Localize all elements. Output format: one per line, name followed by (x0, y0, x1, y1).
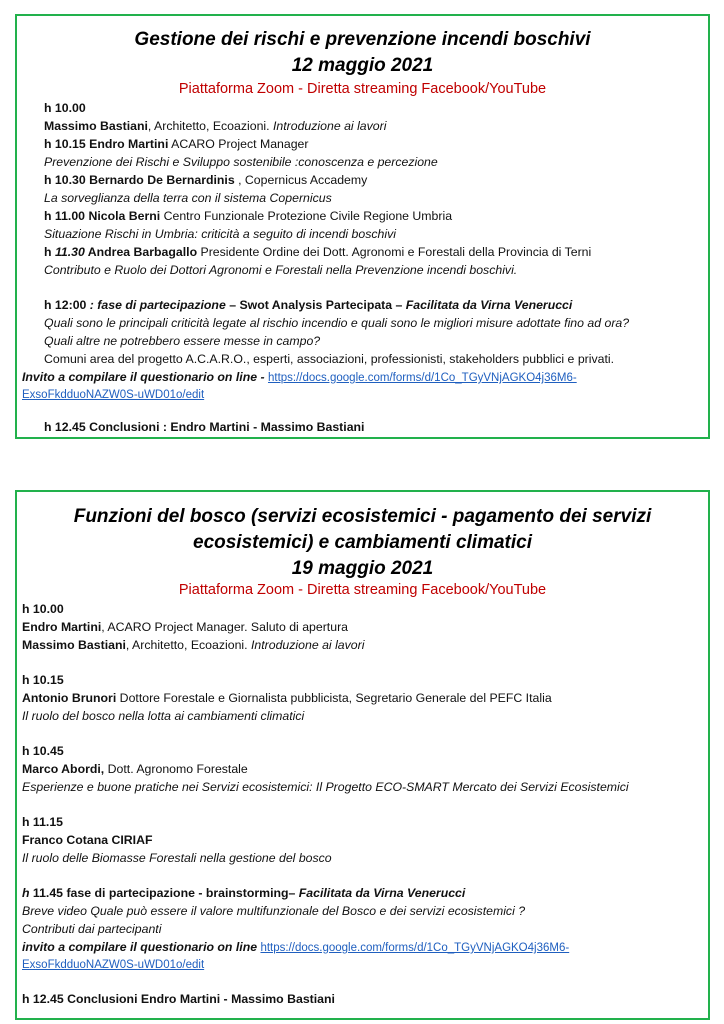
event2-speaker-bastiani: Massimo Bastiani, Architetto, Ecoazioni. Introduzione ai lavori (22, 638, 365, 652)
event2-platform: Piattaforma Zoom - Diretta streaming Facebook/YouTube (178, 582, 547, 598)
event2-topic-abordi: Esperienze e buone pratiche nei Servizi ecosistemici: Il Progetto ECO-SMART Mercato dei Servizi Ecosistemici (22, 780, 629, 794)
event2-time-1015: h 10.15 (22, 673, 64, 687)
event2-title-line1: Funzioni del bosco (servizi ecosistemici - pagamento dei servizi (73, 506, 652, 527)
event2-topic-brunori: Il ruolo del bosco nella lotta ai cambiamenti climatici (22, 709, 305, 723)
event2-contributions: Contributi dai partecipanti (22, 922, 162, 936)
event2-speaker-cotana: Franco Cotana CIRIAF (22, 833, 153, 847)
event1-date: 12 maggio 2021 (291, 55, 434, 76)
event2-time-1115: h 11.15 (22, 815, 64, 829)
event1-topic-barbagallo: Contributo e Ruolo dei Dottori Agronomi e Forestali nella Prevenzione incendi boschivi. (44, 263, 518, 277)
event1-questionnaire: Invito a compilare il questionario on line - https://docs.google.com/forms/d/1Co_TGyVNjAGKO4j36M6- (22, 370, 577, 384)
event2-questionnaire-link-2[interactable]: ExsoFkdduoNAZW0S-uWD01o/edit (22, 959, 205, 971)
event1-questionnaire-link-2[interactable]: ExsoFkdduoNAZW0S-uWD01o/edit (22, 389, 205, 401)
event2-questionnaire-link[interactable]: https://docs.google.com/forms/d/1Co_TGyVNjAGKO4j36M6- (260, 942, 570, 954)
event1-participation: h 12:00 : fase di partecipazione – Swot Analysis Partecipata – Facilitata da Virna Venerucci (44, 298, 573, 312)
event1-time-1000: h 10.00 (44, 101, 86, 115)
event1-topic-berni: Situazione Rischi in Umbria: criticità a seguito di incendi boschivi (44, 227, 396, 241)
event2-time-1045: h 10.45 (22, 744, 64, 758)
event2-time-1000: h 10.00 (22, 602, 64, 616)
event2-participation: h 11.45 fase di partecipazione - brainstorming– Facilitata da Virna Venerucci (22, 886, 466, 900)
event1-speaker-debernardinis: h 10.30 Bernardo De Bernardinis , Copernicus Accademy (44, 173, 368, 187)
event1-conclusions: h 12.45 Conclusioni : Endro Martini - Massimo Bastiani (44, 420, 365, 434)
event2-speaker-abordi: Marco Abordi, Dott. Agronomo Forestale (22, 762, 248, 776)
event1-topic-martini: Prevenzione dei Rischi e Sviluppo sostenibile :conoscenza e percezione (44, 155, 438, 169)
event2-questionnaire-link-cont (22, 955, 204, 974)
event1-platform: Piattaforma Zoom - Diretta streaming Facebook/YouTube (178, 81, 547, 97)
event1-questionnaire-link[interactable]: https://docs.google.com/forms/d/1Co_TGyVNjAGKO4j36M6- (267, 372, 577, 384)
event1-topic-copernicus: La sorveglianza della terra con il sistema Copernicus (44, 191, 332, 205)
event1-speaker-berni: h 11.00 Nicola Berni Centro Funzionale Protezione Civile Regione Umbria (44, 209, 453, 223)
event1-question-2: Quali altre ne potrebbero essere messe in campo? (44, 334, 321, 348)
event1-title: Gestione dei rischi e prevenzione incendi boschivi (134, 29, 591, 50)
event1-participants: Comuni area del progetto A.C.A.R.O., esperti, associazioni, professionisti, stakeholders pubblici e privati. (44, 352, 615, 366)
event1-speaker-martini: h 10.15 Endro Martini ACARO Project Manager (44, 137, 309, 151)
event2-speaker-martini: Endro Martini, ACARO Project Manager. Saluto di apertura (22, 620, 348, 634)
event1-speaker-barbagallo: h 11.30 Andrea Barbagallo Presidente Ordine dei Dott. Agronomi e Forestali della Provincia di Terni (44, 245, 592, 259)
event2-topic-cotana: Il ruolo delle Biomasse Forestali nella gestione del bosco (22, 851, 332, 865)
event2-conclusions: h 12.45 Conclusioni Endro Martini - Massimo Bastiani (22, 992, 335, 1006)
event1-questionnaire-link-cont (22, 385, 204, 404)
event2-title-line2: ecosistemici) e cambiamenti climatici (193, 532, 532, 553)
event1-speaker-bastiani: Massimo Bastiani, Architetto, Ecoazioni. Introduzione ai lavori (44, 119, 387, 133)
event2-video-question: Breve video Quale può essere il valore multifunzionale del Bosco e dei servizi ecosistemici ? (22, 904, 526, 918)
event1-question-1: Quali sono le principali criticità legate al rischio incendio e quali sono le migliori misure adottate fino ad ora? (44, 316, 630, 330)
event2-speaker-brunori: Antonio Brunori Dottore Forestale e Giornalista pubblicista, Segretario Generale del PEFC Italia (22, 691, 552, 705)
event2-questionnaire: invito a compilare il questionario on line https://docs.google.com/forms/d/1Co_TGyVNjAGKO4j36M6- (22, 940, 570, 954)
event2-date: 19 maggio 2021 (291, 558, 434, 579)
